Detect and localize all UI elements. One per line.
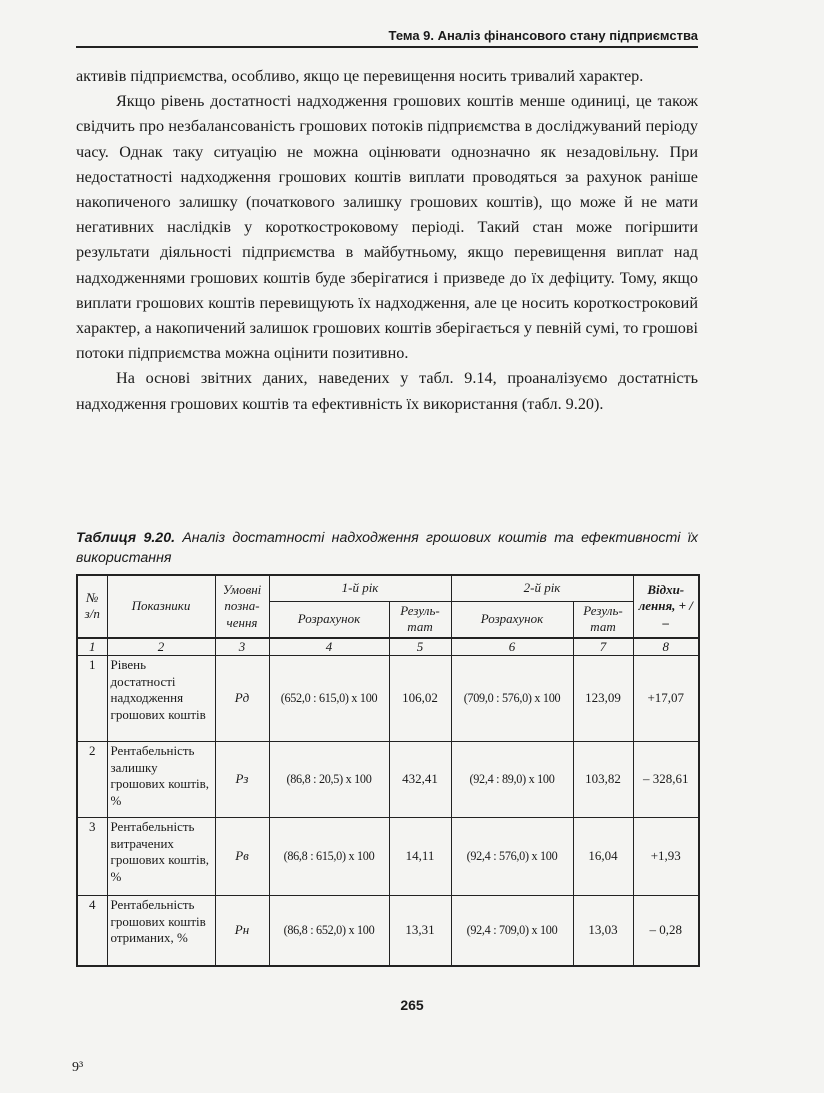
deviation-value: – 328,61 [633,742,699,818]
paragraph-cash-sufficiency: Якщо рівень достатності надходження грошових коштів менше одиниці, це також свідчить про незбалансованість грошових потоків підприємства в досліджуваний періоду часу. Однак таку ситуацію не можна оцінювати однозначно як незадовільну. При недостатності надходження грошових коштів виплати проводяться за рахунок раніше накопиченого залишку (початкового залишку грошових коштів), що може й не мати негативних наслідків у короткостроковому періоді. Такий стан може погіршити результати діяльності підприємства в майбутньому, якщо перевищення виплат над надходженнями грошових коштів буде зберігатися і призведе до їх дефіциту. Тому, якщо виплати грошових коштів перевищують їх надходження, але це носить короткостроковий характер, а накопичений залишок грошових коштів зберігається у певній сумі, то грошові потоки підприємства можна оцінити позитивно. [76,92,698,363]
column-number: 4 [269,638,389,656]
calculation-year-2: (92,4 : 89,0) x 100 [451,742,573,818]
calculation-year-1: (86,8 : 20,5) x 100 [269,742,389,818]
row-number: 4 [77,896,107,966]
result-year-1: 432,41 [389,742,451,818]
calculation-year-1: (652,0 : 615,0) x 100 [269,656,389,742]
table-caption-label: Таблиця 9.20. [76,530,176,546]
margin-mark: 9³ [72,1060,84,1075]
header-symbols: Умовні позна-чення [215,575,269,638]
column-number: 6 [451,638,573,656]
result-year-2: 13,03 [573,896,633,966]
column-number: 3 [215,638,269,656]
calculation-year-2: (709,0 : 576,0) x 100 [451,656,573,742]
result-year-2: 103,82 [573,742,633,818]
result-year-1: 14,11 [389,818,451,896]
result-year-2: 123,09 [573,656,633,742]
table-row [77,656,699,742]
column-number: 7 [573,638,633,656]
table-row [77,818,699,896]
page-number: 265 [400,997,424,1013]
table-row [77,896,699,966]
indicator-name: Рівень достатності надходження грошових коштів [107,656,215,742]
calculation-year-2: (92,4 : 576,0) x 100 [451,818,573,896]
header-result-year-1: Резуль-тат [389,601,451,638]
header-year-2: 2-й рік [451,575,633,601]
running-header: Тема 9. Аналіз фінансового стану підприємства [76,28,698,48]
header-year-1: 1-й рік [269,575,451,601]
indicator-name: Рентабельність витрачених грошових коштів, % [107,818,215,896]
calculation-year-2: (92,4 : 709,0) x 100 [451,896,573,966]
table-caption-text: Аналіз достатності надходження грошових коштів та ефективності їх використання [76,530,698,566]
column-number: 2 [107,638,215,656]
indicator-symbol: Pн [215,896,269,966]
column-number: 1 [77,638,107,656]
indicator-name: Рентабельність грошових коштів отриманих, % [107,896,215,966]
column-number: 5 [389,638,451,656]
header-deviation: Відхи-лення, + / – [633,575,699,638]
column-number-row [77,638,699,656]
table-caption [76,528,698,568]
indicator-name: Рентабельність залишку грошових коштів, % [107,742,215,818]
header-num: № з/п [77,575,107,638]
header-indicators: Показники [107,575,215,638]
calculation-year-1: (86,8 : 652,0) x 100 [269,896,389,966]
result-year-1: 106,02 [389,656,451,742]
paragraph-continuation: активів підприємства, особливо, якщо це перевищення носить тривалий характер. [76,67,644,85]
paragraph-table-intro: На основі звітних даних, наведених у табл. 9.14, проаналізуємо достатність надходження грошових коштів та ефективність їх використання (табл. 9.20). [76,369,698,413]
analysis-table [76,574,700,967]
result-year-2: 16,04 [573,818,633,896]
column-number: 8 [633,638,699,656]
indicator-symbol: Pв [215,818,269,896]
indicator-symbol: Pз [215,742,269,818]
header-result-year-2: Резуль-тат [573,601,633,638]
table-row [77,742,699,818]
deviation-value: – 0,28 [633,896,699,966]
row-number: 2 [77,742,107,818]
header-calc-year-1: Розрахунок [269,601,389,638]
indicator-symbol: Pд [215,656,269,742]
row-number: 1 [77,656,107,742]
header-row-1 [77,575,699,601]
calculation-year-1: (86,8 : 615,0) x 100 [269,818,389,896]
deviation-value: +1,93 [633,818,699,896]
deviation-value: +17,07 [633,656,699,742]
row-number: 3 [77,818,107,896]
body-text [76,64,698,417]
result-year-1: 13,31 [389,896,451,966]
header-calc-year-2: Розрахунок [451,601,573,638]
